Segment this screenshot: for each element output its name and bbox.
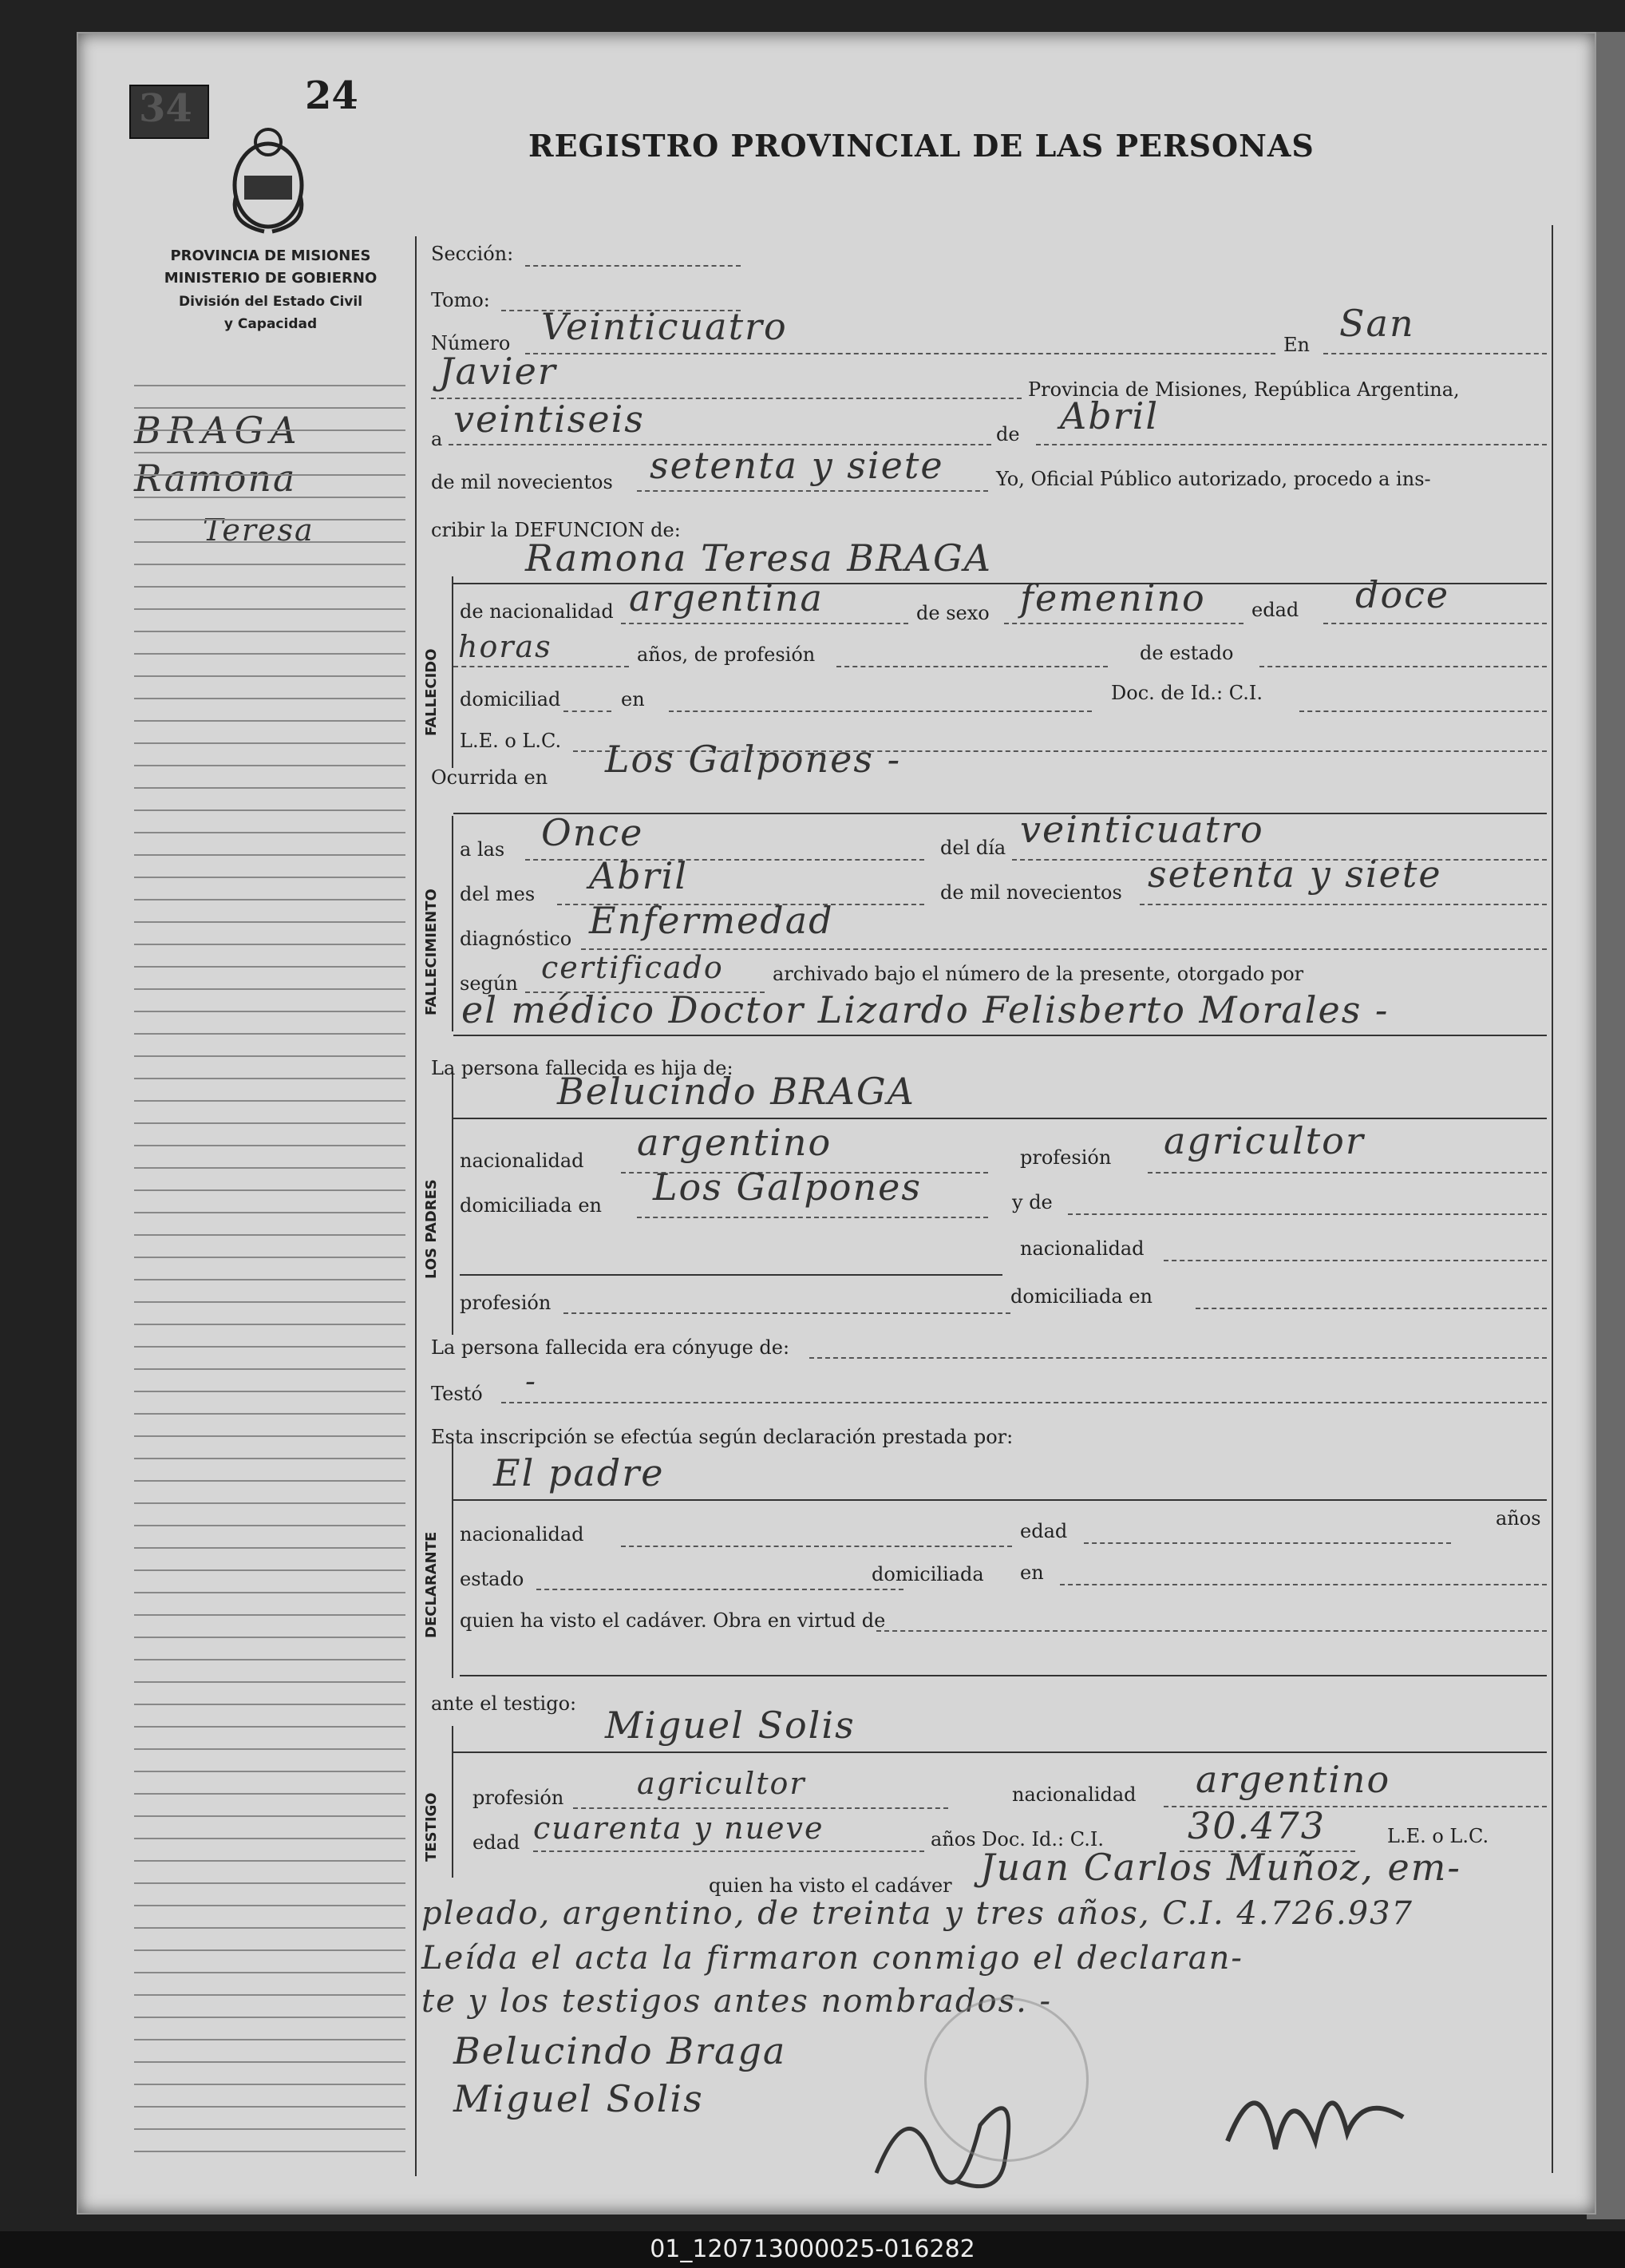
label-cribir: cribir la DEFUNCION de:: [431, 519, 681, 541]
line-madre: [460, 1274, 1002, 1276]
document-title: REGISTRO PROVINCIAL DE LAS PERSONAS: [528, 128, 1315, 164]
margin-rule-line: [134, 586, 405, 588]
margin-rule-line: [134, 1748, 405, 1750]
label-ocurrida: Ocurrida en: [431, 766, 548, 789]
margin-rule-line: [134, 1435, 405, 1437]
line-madre-nac: [1164, 1260, 1547, 1261]
margin-rule-line: [134, 765, 405, 766]
label-de: de: [996, 423, 1020, 445]
line-decl-obra: [876, 1630, 1547, 1632]
label-test-edad: edad: [472, 1831, 520, 1854]
line-edad: [1323, 623, 1547, 624]
label-del-mes: del mes: [460, 883, 536, 905]
margin-rule-line: [134, 1346, 405, 1348]
label-en: En: [1283, 334, 1310, 356]
margin-rule-line: [134, 1860, 405, 1862]
margin-rule-line: [134, 1502, 405, 1504]
label-inscripcion: Esta inscripción se efectúa según declaración prestada por:: [431, 1426, 1014, 1448]
hw-anio-fall: setenta y siete: [1148, 853, 1442, 896]
label-conyuge: La persona fallecida era cónyuge de:: [431, 1336, 790, 1359]
margin-rule-line: [134, 2106, 405, 2108]
margin-rule-line: [134, 787, 405, 789]
hw-segun: certificado: [541, 950, 724, 985]
label-numero: Número: [431, 332, 511, 354]
margin-rule-line: [134, 1726, 405, 1728]
margin-rule-line: [134, 698, 405, 699]
margin-rule-line: [134, 564, 405, 565]
margin-rule-line: [134, 519, 405, 520]
label-de-mil-fall: de mil novecientos: [940, 881, 1122, 904]
line-test-edad: [533, 1850, 924, 1852]
margin-rule-line: [134, 1234, 405, 1236]
margin-rule-line: [134, 944, 405, 945]
line-profesion: [836, 666, 1108, 667]
margin-rule-line: [134, 742, 405, 744]
margin-rule-line: [134, 877, 405, 878]
hw-edad-unidad: horas: [458, 629, 552, 664]
margin-rule-line: [134, 1189, 405, 1191]
margin-rule-line: [134, 407, 405, 409]
label-a: a: [431, 428, 443, 450]
label-tomo: Tomo:: [431, 289, 490, 311]
line-diagnostico: [581, 948, 1547, 950]
signature-1: Belucindo Braga: [453, 2029, 787, 2072]
margin-rule-line: [134, 1949, 405, 1951]
margin-rule-line: [134, 1525, 405, 1526]
registrar-signature-icon: [1212, 2045, 1435, 2189]
margin-rule-line: [134, 1681, 405, 1683]
hw-closing-2: Leída el acta la firmaron conmigo el declaran-: [421, 1940, 1243, 1977]
line-seccion: [525, 265, 741, 267]
hw-medico: el médico Doctor Lizardo Felisberto Morales -: [461, 988, 1390, 1031]
label-de-sexo: de sexo: [916, 602, 990, 624]
label-madre-profesion: profesión: [460, 1292, 552, 1314]
margin-rule-line: [134, 1905, 405, 1906]
margin-rule-line: [134, 1547, 405, 1549]
label-test-nacionalidad: nacionalidad: [1012, 1783, 1137, 1806]
section-los-padres: LOS PADRES: [423, 1179, 440, 1279]
hw-mes: Abril: [1060, 394, 1160, 437]
hw-dia: veintiseis: [453, 398, 645, 441]
label-provincia: Provincia de Misiones, República Argentina,: [1028, 378, 1460, 401]
hw-declarante: El padre: [493, 1451, 665, 1494]
margin-rule-line: [134, 1055, 405, 1057]
margin-surname: BRAGA: [134, 409, 303, 452]
margin-rule-line: [134, 631, 405, 632]
margin-rule-line: [134, 1793, 405, 1795]
label-decl-domiciliada: domiciliada: [872, 1563, 984, 1585]
margin-rule-line: [134, 474, 405, 476]
label-madre-nacionalidad: nacionalidad: [1020, 1237, 1145, 1260]
line-nacionalidad: [621, 623, 908, 624]
line-estado: [1259, 666, 1547, 667]
hw-test-ci: 30.473: [1188, 1804, 1326, 1847]
label-en-dom: en: [621, 688, 645, 710]
margin-name-1: Ramona: [134, 457, 297, 500]
hw-edad: doce: [1355, 573, 1450, 616]
label-test-anos-doc: años Doc. Id.: C.I.: [931, 1828, 1104, 1850]
label-test-quien: quien ha visto el cadáver: [709, 1874, 952, 1897]
margin-rule-line: [134, 1882, 405, 1884]
label-de-estado: de estado: [1140, 642, 1234, 664]
seal-stamp: [924, 1997, 1089, 2162]
hw-closing-3: te y los testigos antes nombrados. -: [421, 1983, 1053, 2020]
org-line-3: División del Estado Civil: [178, 294, 363, 310]
hw-numero: Veinticuatro: [541, 305, 788, 348]
label-de-mil: de mil novecientos: [431, 471, 613, 493]
label-padre-profesion: profesión: [1020, 1146, 1112, 1169]
label-del-dia: del día: [940, 837, 1006, 859]
label-padre-domiciliada: domiciliada en: [460, 1194, 602, 1217]
declarante-bracket: [452, 1439, 453, 1678]
margin-rule-line: [134, 809, 405, 811]
margin-rule-line: [134, 541, 405, 543]
hw-sexo: femenino: [1020, 576, 1206, 619]
margin-rule-line: [134, 1122, 405, 1124]
margin-rule-line: [134, 497, 405, 498]
margin-rule-line: [134, 1458, 405, 1459]
margin-rule-line: [134, 1145, 405, 1146]
margin-rule-line: [134, 966, 405, 968]
label-edad: edad: [1251, 599, 1299, 621]
margin-rule-line: [134, 1301, 405, 1303]
label-seccion: Sección:: [431, 243, 514, 265]
margin-rule-line: [134, 1994, 405, 1996]
margin-rule-line: [134, 1569, 405, 1571]
margin-rule-line: [134, 2084, 405, 2085]
line-padre-prof: [1148, 1172, 1547, 1174]
label-a-las: a las: [460, 838, 505, 861]
label-domiciliad: domiciliad: [460, 688, 561, 710]
line-test-prof: [573, 1807, 948, 1809]
margin-rule-line: [134, 1972, 405, 1973]
margin-rule-line: [134, 1704, 405, 1705]
label-test-le: L.E. o L.C.: [1387, 1825, 1489, 1847]
label-segun: según: [460, 972, 518, 995]
line-decl-nac: [621, 1546, 1012, 1547]
margin-rule-line: [134, 1614, 405, 1616]
margin-rule-line: [134, 1279, 405, 1280]
hw-padre-prof: agricultor: [1164, 1119, 1365, 1162]
line-madre-dom: [1196, 1308, 1547, 1309]
margin-rule-line: [134, 1927, 405, 1929]
margin-rule-line: [134, 2039, 405, 2040]
margin-rule-line: [134, 854, 405, 856]
margin-rule-line: [134, 2128, 405, 2130]
line-decl-estado: [536, 1589, 903, 1590]
margin-rule-line: [134, 1324, 405, 1325]
hw-test-quien: Juan Carlos Muñoz, em-: [980, 1846, 1461, 1889]
line-madre-prof: [563, 1312, 1010, 1314]
line-anio-fall: [1140, 904, 1547, 905]
label-testo: Testó: [431, 1383, 483, 1405]
line-padre-dom: [637, 1217, 988, 1218]
hw-a-las: Once: [541, 811, 644, 854]
hw-del-mes: Abril: [589, 854, 689, 897]
margin-rule-line: [134, 899, 405, 900]
line-sexo: [1004, 623, 1243, 624]
folio-number: 24: [305, 73, 358, 118]
org-line-4: y Capacidad: [223, 316, 318, 332]
form-right-border: [1552, 225, 1553, 2173]
org-line-2: MINISTERIO DE GOBIERNO: [164, 270, 378, 287]
label-decl-en: en: [1020, 1561, 1044, 1584]
margin-rule-line: [134, 1011, 405, 1012]
line-mes: [1036, 444, 1547, 445]
line-testigo: [453, 1751, 1547, 1753]
label-yo: Yo, Oficial Público autorizado, procedo a ins-: [996, 468, 1431, 490]
line-medico: [453, 1035, 1547, 1036]
image-id-footer: 01_120713000025-016282: [0, 2231, 1625, 2268]
margin-rule-line: [134, 1368, 405, 1370]
line-edad-unidad: [453, 666, 629, 667]
margin-rule-line: [134, 1637, 405, 1638]
margin-rule-line: [134, 2061, 405, 2063]
testigo-bracket: [452, 1726, 453, 1878]
line-en: [1323, 353, 1547, 354]
label-de-nacionalidad: de nacionalidad: [460, 600, 614, 623]
margin-rule-line: [134, 1413, 405, 1415]
margin-name-2: Teresa: [203, 513, 314, 548]
margin-rule-line: [134, 1167, 405, 1169]
org-line-1: PROVINCIA DE MISIONES: [170, 247, 371, 264]
margin-rule-line: [134, 429, 405, 431]
margin-rule-line: [134, 1100, 405, 1102]
margin-rule-line: [134, 1815, 405, 1817]
label-padre-nacionalidad: nacionalidad: [460, 1150, 584, 1172]
hw-test-prof: agricultor: [637, 1766, 806, 1801]
line-declarante: [453, 1499, 1547, 1501]
line-doc: [1299, 710, 1547, 712]
form-left-border: [415, 236, 417, 2176]
margin-rule-line: [134, 452, 405, 453]
line-domicilio: [669, 710, 1092, 712]
line-numero: [525, 353, 1275, 354]
section-fallecido: FALLECIDO: [423, 648, 440, 736]
label-le-lc: L.E. o L.C.: [460, 730, 562, 752]
label-anos-profesion: años, de profesión: [637, 643, 816, 666]
section-fallecimiento: FALLECIMIENTO: [423, 889, 440, 1015]
line-a-las: [525, 859, 924, 861]
margin-rule-line: [134, 2017, 405, 2018]
label-decl-nacionalidad: nacionalidad: [460, 1523, 584, 1546]
label-diagnostico: diagnóstico: [460, 928, 572, 950]
hw-anio: setenta y siete: [650, 444, 944, 487]
hw-padre-dom: Los Galpones: [653, 1166, 922, 1209]
label-test-profesion: profesión: [472, 1787, 564, 1809]
label-decl-estado: estado: [460, 1568, 524, 1590]
line-decl-dom: [1060, 1584, 1547, 1585]
hw-padre: Belucindo BRAGA: [557, 1070, 915, 1113]
padres-bracket: [452, 1071, 453, 1335]
label-decl-edad: edad: [1020, 1520, 1068, 1542]
fallecimiento-bracket: [452, 816, 453, 1031]
hw-nombre-fallecido: Ramona Teresa BRAGA: [525, 536, 992, 580]
margin-rule-line: [134, 1771, 405, 1772]
line-y-de: [1068, 1213, 1547, 1215]
hw-testo: -: [525, 1364, 537, 1399]
line-anio: [637, 490, 988, 492]
line-decl-edad: [1084, 1542, 1451, 1544]
margin-rule-line: [134, 1212, 405, 1213]
margin-rule-line: [134, 2151, 405, 2152]
margin-rule-line: [134, 1838, 405, 1839]
margin-rule-line: [134, 385, 405, 386]
label-archivado: archivado bajo el número de la presente, otorgado por: [773, 963, 1304, 985]
label-y-de: y de: [1012, 1191, 1053, 1213]
margin-rule-line: [134, 988, 405, 990]
hw-lugar: Javier: [439, 350, 557, 393]
margin-rule-line: [134, 653, 405, 655]
hw-test-nac: argentino: [1196, 1758, 1391, 1801]
label-decl-quien: quien ha visto el cadáver. Obra en virtud de: [460, 1609, 886, 1632]
margin-rule-line: [134, 675, 405, 677]
signature-2: Miguel Solis: [453, 2077, 704, 2120]
hw-del-dia: veinticuatro: [1020, 808, 1264, 851]
line-padre: [453, 1118, 1547, 1119]
margin-rule-line: [134, 921, 405, 923]
line-domiciliad: [563, 710, 611, 712]
death-certificate-page: [77, 32, 1596, 2215]
hw-diagnostico: Enfermedad: [589, 899, 834, 942]
hw-nacionalidad: argentina: [629, 576, 824, 619]
margin-rule-line: [134, 832, 405, 833]
margin-rule-line: [134, 1257, 405, 1258]
hw-ocurrida: Los Galpones -: [605, 738, 902, 781]
label-hija: La persona fallecida es hija de:: [431, 1057, 733, 1079]
hw-closing-1: pleado, argentino, de treinta y tres años, C.I. 4.726.937: [421, 1895, 1414, 1932]
section-declarante: DECLARANTE: [423, 1531, 440, 1638]
label-doc: Doc. de Id.: C.I.: [1111, 682, 1263, 704]
margin-rule-line: [134, 720, 405, 722]
section-testigo: TESTIGO: [423, 1792, 440, 1862]
margin-rule-line: [134, 1592, 405, 1593]
line-decl-extra: [460, 1675, 1547, 1676]
coat-of-arms-icon: [220, 120, 316, 239]
hw-testigo: Miguel Solis: [605, 1704, 856, 1747]
margin-rule-line: [134, 1391, 405, 1392]
margin-rule-line: [134, 608, 405, 610]
folio-boxed-number: 34: [139, 86, 192, 131]
line-testo: [501, 1402, 1547, 1403]
label-ante-testigo: ante el testigo:: [431, 1692, 577, 1715]
hw-test-edad: cuarenta y nueve: [533, 1811, 824, 1846]
fallecido-bracket: [452, 576, 453, 768]
line-conyuge: [809, 1357, 1547, 1359]
label-decl-anos: años: [1496, 1507, 1541, 1530]
margin-rule-line: [134, 1659, 405, 1660]
margin-rule-line: [134, 1480, 405, 1482]
margin-rule-line: [134, 1078, 405, 1079]
label-madre-domiciliada: domiciliada en: [1010, 1285, 1153, 1308]
hw-padre-nac: argentino: [637, 1121, 832, 1164]
margin-rule-line: [134, 1033, 405, 1035]
hw-en: San: [1339, 302, 1415, 345]
